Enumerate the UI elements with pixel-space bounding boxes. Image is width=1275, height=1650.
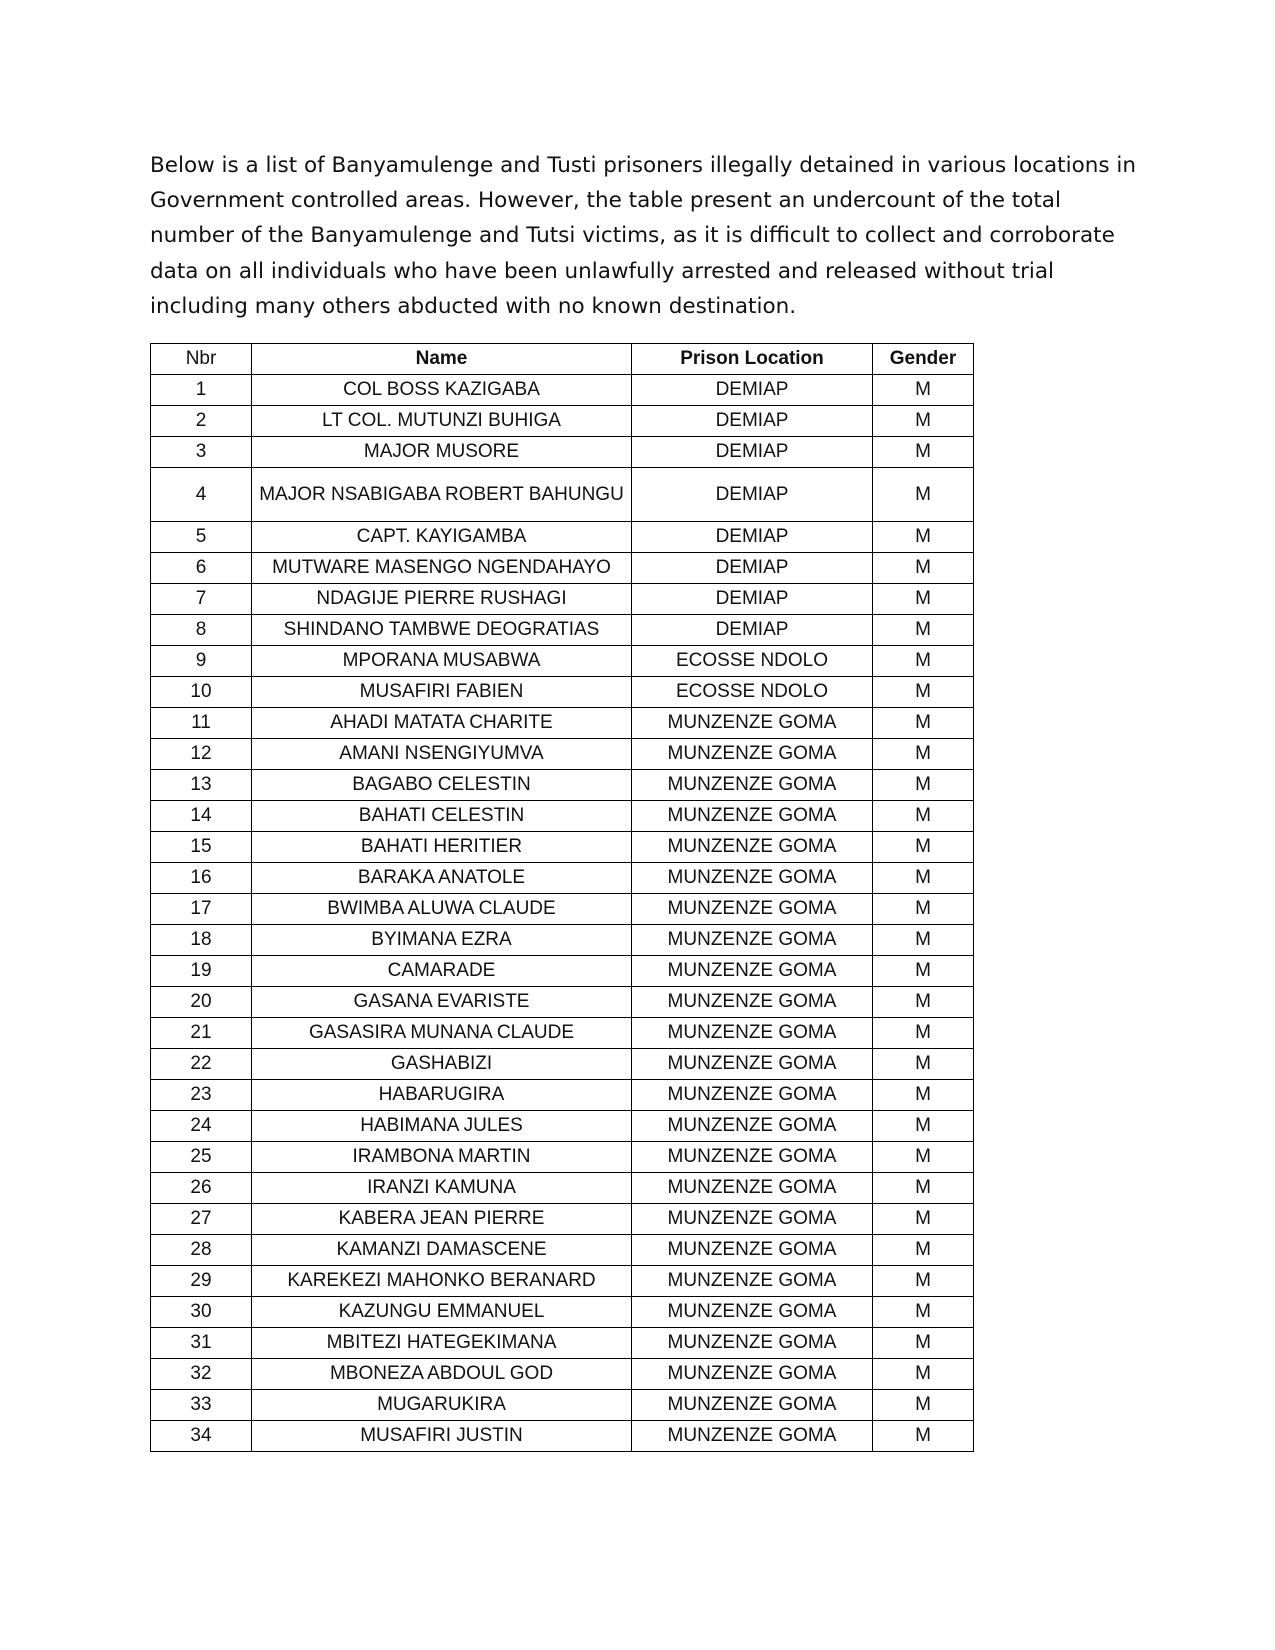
cell-prison-location: ECOSSE NDOLO	[632, 677, 873, 708]
cell-gender: M	[873, 553, 974, 584]
header-prison-location: Prison Location	[632, 344, 873, 375]
table-row	[151, 987, 974, 1018]
cell-nbr: 7	[151, 584, 252, 615]
cell-gender: M	[873, 1266, 974, 1297]
cell-name: CAMARADE	[252, 956, 632, 987]
cell-nbr: 32	[151, 1359, 252, 1390]
table-row	[151, 1235, 974, 1266]
cell-prison-location: MUNZENZE GOMA	[632, 1142, 873, 1173]
cell-prison-location: MUNZENZE GOMA	[632, 863, 873, 894]
cell-gender: M	[873, 863, 974, 894]
cell-gender: M	[873, 1049, 974, 1080]
cell-gender: M	[873, 522, 974, 553]
cell-gender: M	[873, 615, 974, 646]
table-row	[151, 739, 974, 770]
cell-gender: M	[873, 1235, 974, 1266]
cell-name: MUTWARE MASENGO NGENDAHAYO	[252, 553, 632, 584]
cell-nbr: 4	[151, 468, 252, 522]
table-row	[151, 1049, 974, 1080]
intro-paragraph: Below is a list of Banyamulenge and Tusti prisoners illegally detained in various locations in Government controlled areas. However, the table present an undercount of the total number of the Banyamulenge and Tutsi victims, as it is difficult to collect and corroborate data on all individuals who have been unlawfully arrested and released without trial including many others abducted with no known destination.	[150, 153, 1136, 319]
table-row	[151, 584, 974, 615]
cell-nbr: 12	[151, 739, 252, 770]
cell-gender: M	[873, 739, 974, 770]
cell-prison-location: MUNZENZE GOMA	[632, 894, 873, 925]
cell-prison-location: DEMIAP	[632, 437, 873, 468]
cell-name: MPORANA MUSABWA	[252, 646, 632, 677]
table-row	[151, 1390, 974, 1421]
table-row	[151, 406, 974, 437]
cell-name: GASASIRA MUNANA CLAUDE	[252, 1018, 632, 1049]
cell-name: MUSAFIRI FABIEN	[252, 677, 632, 708]
cell-nbr: 28	[151, 1235, 252, 1266]
header-gender: Gender	[873, 344, 974, 375]
cell-gender: M	[873, 1173, 974, 1204]
cell-gender: M	[873, 406, 974, 437]
cell-prison-location: MUNZENZE GOMA	[632, 1328, 873, 1359]
cell-prison-location: MUNZENZE GOMA	[632, 801, 873, 832]
cell-name: BYIMANA EZRA	[252, 925, 632, 956]
cell-nbr: 26	[151, 1173, 252, 1204]
table-row	[151, 1266, 974, 1297]
table-row	[151, 1204, 974, 1235]
cell-nbr: 2	[151, 406, 252, 437]
cell-prison-location: MUNZENZE GOMA	[632, 956, 873, 987]
cell-name: BAHATI CELESTIN	[252, 801, 632, 832]
cell-name: GASANA EVARISTE	[252, 987, 632, 1018]
cell-prison-location: MUNZENZE GOMA	[632, 739, 873, 770]
cell-gender: M	[873, 832, 974, 863]
cell-nbr: 18	[151, 925, 252, 956]
cell-gender: M	[873, 1390, 974, 1421]
cell-name: MAJOR MUSORE	[252, 437, 632, 468]
header-nbr: Nbr	[151, 344, 252, 375]
cell-gender: M	[873, 437, 974, 468]
cell-name: MBONEZA ABDOUL GOD	[252, 1359, 632, 1390]
cell-name: MUGARUKIRA	[252, 1390, 632, 1421]
cell-prison-location: MUNZENZE GOMA	[632, 1049, 873, 1080]
table-row	[151, 1297, 974, 1328]
cell-nbr: 14	[151, 801, 252, 832]
cell-name: KAREKEZI MAHONKO BERANARD	[252, 1266, 632, 1297]
cell-name: MUSAFIRI JUSTIN	[252, 1421, 632, 1452]
table-row	[151, 708, 974, 739]
cell-prison-location: MUNZENZE GOMA	[632, 1266, 873, 1297]
cell-name: COL BOSS KAZIGABA	[252, 375, 632, 406]
cell-gender: M	[873, 1297, 974, 1328]
cell-nbr: 8	[151, 615, 252, 646]
cell-name: NDAGIJE PIERRE RUSHAGI	[252, 584, 632, 615]
table-header-row	[151, 344, 974, 375]
cell-gender: M	[873, 1142, 974, 1173]
cell-nbr: 24	[151, 1111, 252, 1142]
cell-nbr: 22	[151, 1049, 252, 1080]
table-row	[151, 925, 974, 956]
table-row	[151, 1421, 974, 1452]
table-row	[151, 615, 974, 646]
cell-prison-location: MUNZENZE GOMA	[632, 832, 873, 863]
cell-gender: M	[873, 1018, 974, 1049]
cell-nbr: 3	[151, 437, 252, 468]
cell-prison-location: MUNZENZE GOMA	[632, 708, 873, 739]
cell-nbr: 15	[151, 832, 252, 863]
table-row	[151, 1359, 974, 1390]
header-name: Name	[252, 344, 632, 375]
cell-name: KAZUNGU EMMANUEL	[252, 1297, 632, 1328]
cell-name: HABARUGIRA	[252, 1080, 632, 1111]
cell-gender: M	[873, 770, 974, 801]
table-row	[151, 832, 974, 863]
cell-gender: M	[873, 1421, 974, 1452]
cell-gender: M	[873, 1204, 974, 1235]
cell-prison-location: MUNZENZE GOMA	[632, 1111, 873, 1142]
cell-prison-location: DEMIAP	[632, 522, 873, 553]
cell-prison-location: MUNZENZE GOMA	[632, 1235, 873, 1266]
cell-gender: M	[873, 375, 974, 406]
cell-nbr: 31	[151, 1328, 252, 1359]
cell-name: BARAKA ANATOLE	[252, 863, 632, 894]
cell-name: SHINDANO TAMBWE DEOGRATIAS	[252, 615, 632, 646]
cell-prison-location: MUNZENZE GOMA	[632, 1421, 873, 1452]
cell-gender: M	[873, 801, 974, 832]
table-row	[151, 1080, 974, 1111]
cell-nbr: 10	[151, 677, 252, 708]
cell-nbr: 34	[151, 1421, 252, 1452]
cell-gender: M	[873, 584, 974, 615]
table-row	[151, 1173, 974, 1204]
cell-prison-location: MUNZENZE GOMA	[632, 1018, 873, 1049]
cell-name: KAMANZI DAMASCENE	[252, 1235, 632, 1266]
cell-prison-location: ECOSSE NDOLO	[632, 646, 873, 677]
cell-name: BAGABO CELESTIN	[252, 770, 632, 801]
cell-prison-location: MUNZENZE GOMA	[632, 1080, 873, 1111]
cell-gender: M	[873, 708, 974, 739]
cell-nbr: 11	[151, 708, 252, 739]
cell-prison-location: DEMIAP	[632, 406, 873, 437]
table-row	[151, 1018, 974, 1049]
cell-name: MAJOR NSABIGABA ROBERT BAHUNGU	[252, 468, 632, 522]
cell-nbr: 27	[151, 1204, 252, 1235]
cell-name: IRAMBONA MARTIN	[252, 1142, 632, 1173]
cell-nbr: 5	[151, 522, 252, 553]
cell-gender: M	[873, 468, 974, 522]
table-row	[151, 646, 974, 677]
table-body	[151, 375, 974, 1452]
cell-prison-location: MUNZENZE GOMA	[632, 770, 873, 801]
cell-name: IRANZI KAMUNA	[252, 1173, 632, 1204]
cell-nbr: 29	[151, 1266, 252, 1297]
cell-prison-location: DEMIAP	[632, 468, 873, 522]
cell-gender: M	[873, 956, 974, 987]
prisoners-table	[150, 343, 974, 1452]
cell-name: BAHATI HERITIER	[252, 832, 632, 863]
cell-gender: M	[873, 894, 974, 925]
cell-gender: M	[873, 1359, 974, 1390]
cell-name: GASHABIZI	[252, 1049, 632, 1080]
table-row	[151, 553, 974, 584]
cell-gender: M	[873, 987, 974, 1018]
cell-prison-location: MUNZENZE GOMA	[632, 1297, 873, 1328]
cell-prison-location: MUNZENZE GOMA	[632, 1204, 873, 1235]
cell-nbr: 25	[151, 1142, 252, 1173]
cell-prison-location: MUNZENZE GOMA	[632, 1173, 873, 1204]
cell-name: AMANI NSENGIYUMVA	[252, 739, 632, 770]
table-row	[151, 522, 974, 553]
cell-gender: M	[873, 677, 974, 708]
cell-name: MBITEZI HATEGEKIMANA	[252, 1328, 632, 1359]
cell-nbr: 30	[151, 1297, 252, 1328]
cell-prison-location: MUNZENZE GOMA	[632, 1359, 873, 1390]
table-row	[151, 863, 974, 894]
table-row	[151, 677, 974, 708]
cell-nbr: 23	[151, 1080, 252, 1111]
cell-prison-location: DEMIAP	[632, 375, 873, 406]
cell-name: BWIMBA ALUWA CLAUDE	[252, 894, 632, 925]
cell-nbr: 6	[151, 553, 252, 584]
table-row	[151, 801, 974, 832]
cell-gender: M	[873, 646, 974, 677]
cell-nbr: 9	[151, 646, 252, 677]
cell-nbr: 19	[151, 956, 252, 987]
cell-prison-location: MUNZENZE GOMA	[632, 987, 873, 1018]
cell-gender: M	[873, 1080, 974, 1111]
cell-name: LT COL. MUTUNZI BUHIGA	[252, 406, 632, 437]
cell-prison-location: DEMIAP	[632, 615, 873, 646]
table-row	[151, 1111, 974, 1142]
cell-name: HABIMANA JULES	[252, 1111, 632, 1142]
cell-prison-location: MUNZENZE GOMA	[632, 1390, 873, 1421]
table-row	[151, 770, 974, 801]
cell-nbr: 13	[151, 770, 252, 801]
cell-gender: M	[873, 1328, 974, 1359]
cell-nbr: 16	[151, 863, 252, 894]
cell-nbr: 17	[151, 894, 252, 925]
cell-name: CAPT. KAYIGAMBA	[252, 522, 632, 553]
cell-nbr: 1	[151, 375, 252, 406]
table-row	[151, 375, 974, 406]
table-row	[151, 956, 974, 987]
table-row	[151, 1328, 974, 1359]
cell-prison-location: MUNZENZE GOMA	[632, 925, 873, 956]
table-row	[151, 894, 974, 925]
cell-nbr: 33	[151, 1390, 252, 1421]
table-row	[151, 437, 974, 468]
cell-nbr: 21	[151, 1018, 252, 1049]
cell-name: KABERA JEAN PIERRE	[252, 1204, 632, 1235]
table-row	[151, 1142, 974, 1173]
cell-nbr: 20	[151, 987, 252, 1018]
cell-gender: M	[873, 1111, 974, 1142]
cell-prison-location: DEMIAP	[632, 553, 873, 584]
cell-name: AHADI MATATA CHARITE	[252, 708, 632, 739]
table-row	[151, 468, 974, 522]
cell-prison-location: DEMIAP	[632, 584, 873, 615]
cell-gender: M	[873, 925, 974, 956]
